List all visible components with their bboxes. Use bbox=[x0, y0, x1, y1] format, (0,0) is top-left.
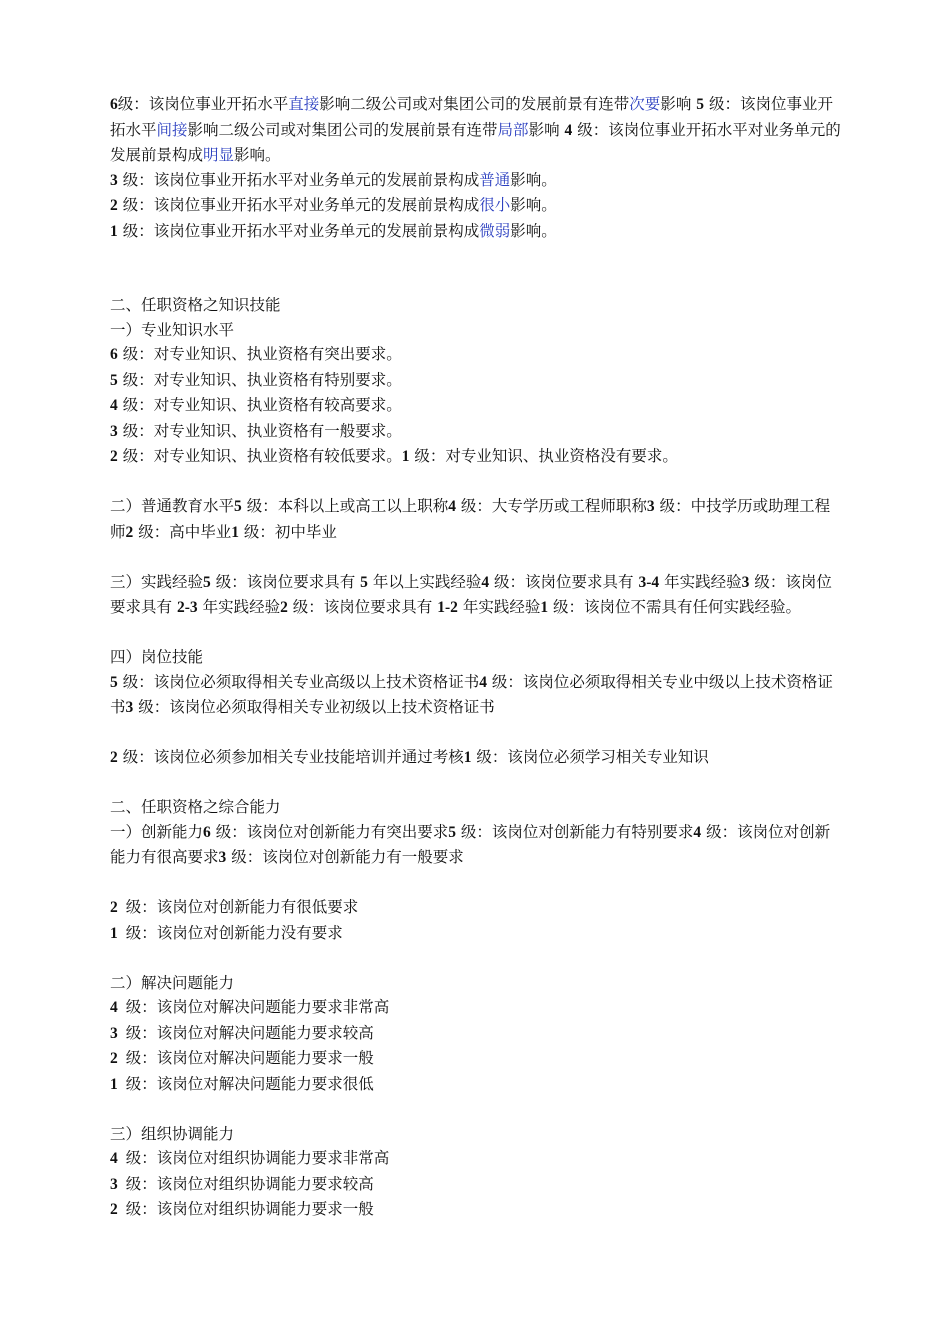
list-item bbox=[110, 1172, 845, 1198]
years-number: 1-2 bbox=[437, 599, 458, 616]
text: 级：对专业知识、执业资格有较高要求。 bbox=[122, 396, 402, 414]
text: 级：对专业知识、执业资格没有要求。 bbox=[414, 447, 678, 465]
text: 级：该岗位事业开拓水平对业务单元的发展前景构成 bbox=[122, 170, 480, 189]
years-number: 5 bbox=[360, 573, 368, 591]
paragraph-level-6-5-4 bbox=[110, 92, 845, 168]
text: 影响。 bbox=[510, 170, 557, 189]
level-number: 1 bbox=[110, 924, 118, 942]
paragraph-practical-experience bbox=[110, 570, 845, 621]
text: 级：该岗位对解决问题能力要求一般 bbox=[125, 1049, 374, 1067]
level-number: 3 bbox=[741, 573, 750, 591]
text: 级：大专学历或工程师职称 bbox=[460, 497, 647, 515]
level-number: 4 bbox=[110, 999, 118, 1016]
level-number: 2 bbox=[110, 448, 118, 465]
list-item bbox=[110, 1021, 845, 1047]
list-item bbox=[110, 419, 845, 445]
text: 级：对专业知识、执业资格有较低要求。 bbox=[122, 447, 402, 465]
level-number: 2 bbox=[110, 1201, 118, 1218]
highlight-text: 明显 bbox=[203, 146, 235, 164]
list-item bbox=[110, 1146, 845, 1172]
level-number: 2 bbox=[110, 749, 118, 766]
text: 级：该岗位事业开拓水平 bbox=[117, 95, 289, 113]
paragraph-education-level bbox=[110, 494, 845, 545]
text: 级：该岗位对创新能力有很低要求 bbox=[125, 898, 359, 916]
line-level-2 bbox=[110, 193, 845, 219]
level-number: 1 bbox=[463, 749, 472, 766]
level-number: 4 bbox=[479, 673, 487, 691]
highlight-text: 次要 bbox=[629, 95, 661, 113]
text: 级：该岗位对创新能力没有要求 bbox=[125, 923, 343, 942]
text: 级：该岗位对创新能力有特别要求 bbox=[460, 822, 694, 841]
level-number: 5 bbox=[448, 823, 456, 841]
text: 年以上实践经验 bbox=[372, 572, 482, 591]
text: 级：本科以上或高工以上职称 bbox=[246, 497, 449, 515]
paragraph-job-skills-low bbox=[110, 745, 845, 771]
subsection-title-coordination: 三）组织协调能力 bbox=[110, 1124, 235, 1143]
text: 级：该岗位要求具有 bbox=[494, 572, 634, 591]
text: 级：该岗位必须学习相关专业知识 bbox=[476, 748, 709, 766]
level-number: 5 bbox=[696, 96, 705, 113]
text: 级：对专业知识、执业资格有一般要求。 bbox=[122, 421, 402, 440]
text: 级：该岗位事业开拓水平 bbox=[110, 95, 833, 139]
text: 级：该岗位必须取得相关专业中级以上技术资格证书 bbox=[110, 672, 833, 716]
text: 级：该岗位要求具有 bbox=[110, 572, 832, 616]
level-number: 1 bbox=[401, 448, 410, 465]
level-number: 3 bbox=[125, 699, 134, 716]
level-number: 5 bbox=[234, 498, 242, 515]
level-number: 3 bbox=[110, 1175, 118, 1193]
list-item bbox=[110, 1197, 845, 1223]
level-number: 6 bbox=[203, 823, 211, 841]
level-number: 4 bbox=[564, 121, 573, 139]
level-number: 5 bbox=[203, 573, 211, 591]
text: 级：该岗位对组织协调能力要求较高 bbox=[125, 1174, 374, 1193]
text: 级：该岗位要求具有 bbox=[292, 598, 433, 616]
text: 级：该岗位事业开拓水平对业务单元的发展前景构成 bbox=[122, 196, 480, 214]
highlight-text: 局部 bbox=[497, 120, 529, 139]
level-number: 3 bbox=[646, 498, 655, 515]
list-item bbox=[110, 895, 845, 921]
text: 级：该岗位事业开拓水平对业务单元的发展前景构成 bbox=[122, 221, 480, 240]
level-number: 5 bbox=[110, 371, 118, 389]
level-number: 2 bbox=[125, 523, 134, 541]
text: 级：中技学历或助理工程师 bbox=[110, 497, 831, 541]
text: 级：该岗位对解决问题能力要求较高 bbox=[125, 1023, 374, 1042]
list-item bbox=[110, 342, 845, 368]
text: 级：对专业知识、执业资格有特别要求。 bbox=[122, 370, 402, 389]
level-number: 6 bbox=[110, 96, 118, 113]
text: 年实践经验 bbox=[664, 572, 742, 591]
text: 级：高中毕业 bbox=[138, 522, 232, 541]
subsection-title: 三）实践经验 bbox=[110, 572, 204, 591]
level-number: 2 bbox=[280, 599, 288, 616]
text: 级：该岗位对创新能力有很高要求 bbox=[110, 822, 831, 866]
list-item bbox=[110, 444, 845, 470]
list-item bbox=[110, 1046, 845, 1072]
level-number: 3 bbox=[218, 849, 227, 866]
highlight-text: 微弱 bbox=[479, 221, 511, 240]
text: 影响。 bbox=[510, 221, 557, 240]
text: 级：该岗位必须取得相关专业初级以上技术资格证书 bbox=[138, 698, 495, 716]
section-title-knowledge: 二、任职资格之知识技能 bbox=[110, 296, 281, 314]
text: 级：初中毕业 bbox=[243, 522, 337, 541]
text: 级：该岗位必须参加相关专业技能培训并通过考核 bbox=[122, 748, 464, 766]
level-number: 3 bbox=[110, 422, 118, 440]
level-number: 4 bbox=[481, 573, 490, 591]
level-number: 5 bbox=[110, 673, 118, 691]
section-title-ability: 二、任职资格之综合能力 bbox=[110, 798, 281, 816]
level-number: 4 bbox=[693, 823, 702, 841]
text: 影响。 bbox=[234, 146, 281, 164]
list-item bbox=[110, 1072, 845, 1098]
level-number: 4 bbox=[448, 498, 456, 515]
level-number: 4 bbox=[110, 397, 118, 414]
level-number: 2 bbox=[110, 899, 118, 916]
list-item bbox=[110, 921, 845, 947]
text: 级：对专业知识、执业资格有突出要求。 bbox=[122, 345, 402, 363]
level-number: 1 bbox=[540, 599, 549, 616]
level-number: 4 bbox=[110, 1150, 118, 1167]
document-page bbox=[110, 92, 845, 1223]
level-number: 2 bbox=[110, 1050, 118, 1067]
text: 影响二级公司或对集团公司的发展前景有连带 bbox=[187, 120, 498, 139]
text: 影响。 bbox=[510, 196, 557, 214]
text: 级：该岗位必须取得相关专业高级以上技术资格证书 bbox=[122, 672, 480, 691]
text: 级：该岗位对创新能力有突出要求 bbox=[215, 822, 449, 841]
text: 级：该岗位对组织协调能力要求一般 bbox=[125, 1200, 374, 1218]
level-number: 2 bbox=[110, 197, 118, 214]
list-item bbox=[110, 393, 845, 419]
text: 级：该岗位事业开拓水平对业务单元的发展前景构成 bbox=[110, 120, 841, 164]
level-number: 1 bbox=[110, 222, 118, 240]
level-number: 3 bbox=[110, 171, 118, 189]
level-number: 1 bbox=[231, 523, 239, 541]
highlight-text: 普通 bbox=[479, 170, 511, 189]
years-number: 2-3 bbox=[176, 599, 198, 616]
text: 级：该岗位对组织协调能力要求非常高 bbox=[125, 1149, 390, 1167]
subsection-title-job-skills: 四）岗位技能 bbox=[110, 648, 204, 666]
text: 级：该岗位对解决问题能力要求非常高 bbox=[125, 998, 390, 1016]
text: 影响二级公司或对集团公司的发展前景有连带 bbox=[319, 95, 630, 113]
subsection-title-professional-knowledge: 一）专业知识水平 bbox=[110, 320, 235, 339]
highlight-text: 很小 bbox=[479, 196, 511, 214]
level-number: 6 bbox=[110, 346, 118, 363]
line-level-1 bbox=[110, 219, 845, 245]
text: 级：该岗位不需具有任何实践经验。 bbox=[553, 598, 802, 616]
subsection-title-problem-solving: 二）解决问题能力 bbox=[110, 973, 235, 992]
list-item bbox=[110, 368, 845, 394]
paragraph-job-skills bbox=[110, 670, 845, 721]
years-number: 3-4 bbox=[638, 573, 660, 591]
text: 级：该岗位对解决问题能力要求很低 bbox=[125, 1074, 374, 1093]
text: 年实践经验 bbox=[462, 598, 541, 616]
paragraph-innovation bbox=[110, 820, 845, 871]
text: 级：该岗位要求具有 bbox=[215, 572, 356, 591]
list-item bbox=[110, 995, 845, 1021]
subsection-title: 二）普通教育水平 bbox=[110, 497, 235, 515]
level-number: 3 bbox=[110, 1024, 118, 1042]
text: 年实践经验 bbox=[202, 598, 281, 616]
level-number: 1 bbox=[110, 1075, 118, 1093]
text: 影响 bbox=[528, 120, 560, 139]
text: 影响 bbox=[660, 95, 692, 113]
highlight-text: 间接 bbox=[156, 120, 188, 139]
highlight-text: 直接 bbox=[288, 95, 320, 113]
text: 级：该岗位对创新能力有一般要求 bbox=[231, 848, 464, 866]
subsection-title: 一）创新能力 bbox=[110, 822, 204, 841]
line-level-3 bbox=[110, 168, 845, 194]
